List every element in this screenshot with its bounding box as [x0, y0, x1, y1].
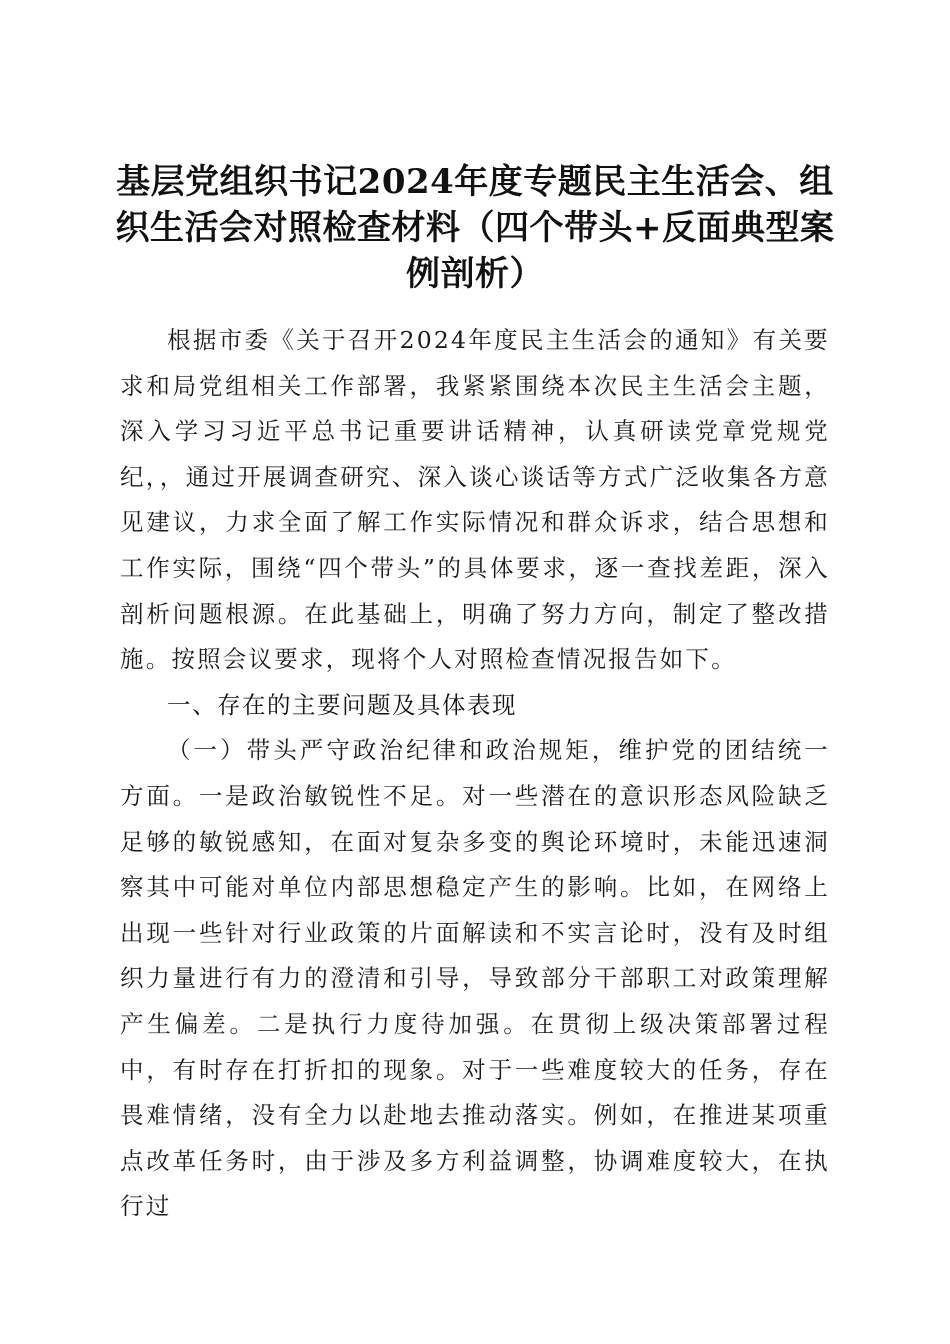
- intro-paragraph: 根据市委《关于召开2024年度民主生活会的通知》有关要求和局党组相关工作部署，我紧紧围绕本次民主生活会主题，深入学习习近平总书记重要讲话精神，认真研读党章党规党纪，，通过开展调查研究、深入谈心谈话等方式广泛收集各方意见建议，力求全面了解工作实际情况和群众诉求，结合思想和工作实际，围绕“四个带头”的具体要求，逐一查找差距，深入剖析问题根源。在此基础上，明确了努力方向，制定了整改措施。按照会议要求，现将个人对照检查情况报告如下。: [120, 326, 830, 674]
- document-title: 基层党组织书记2024年度专题民主生活会、组织生活会对照检查材料（四个带头+反面典型案例剖析）: [115, 161, 835, 294]
- section-paragraph: （一）带头严守政治纪律和政治规矩，维护党的团结统一方面。一是政治敏锐性不足。对一些潜在的意识形态风险缺乏足够的敏锐感知，在面对复杂多变的舆论环境时，未能迅速洞察其中可能对单位内部思想稳定产生的影响。比如，在网络上出现一些针对行业政策的片面解读和不实言论时，没有及时组织力量进行有力的澄清和引导，导致部分干部职工对政策理解产生偏差。二是执行力度待加强。在贯彻上级决策部署过程中，有时存在打折扣的现象。对于一些难度较大的任务，存在畏难情绪，没有全力以赴地去推动落实。例如，在推进某项重点改革任务时，由于涉及多方利益调整，协调难度较大，在执行过: [120, 736, 830, 1221]
- section-heading: 一、存在的主要问题及具体表现: [167, 690, 517, 719]
- document-body: [120, 318, 830, 1230]
